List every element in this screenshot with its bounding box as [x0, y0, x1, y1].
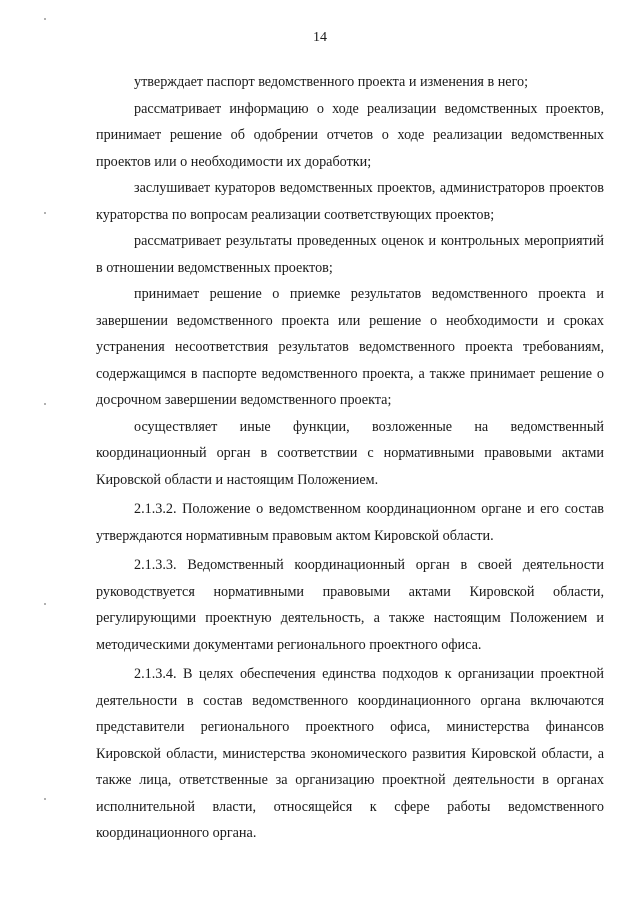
document-body — [96, 69, 604, 847]
scan-speck — [44, 603, 46, 605]
paragraph-approve-passport: утверждает паспорт ведомственного проекта и изменения в него; — [134, 74, 529, 90]
scan-speck — [44, 212, 46, 214]
paragraph-section-2-1-3-4: 2.1.3.4. В целях обеспечения единства подходов к организации проектной деятельности в состав ведомственного координационного органа включаются представители регионального проектного офиса, министерства финансов Кировской области, министерства экономического развития Кировской области, а также лица, ответственные за организацию проектной деятельности в органах исполнительной власти, относящейся к сфере работы ведомственного координационного органа. — [96, 666, 604, 841]
page-number: 14 — [313, 30, 327, 45]
paragraph-section-2-1-3-3: 2.1.3.3. Ведомственный координационный орган в своей деятельности руководствуется нормативными правовыми актами Кировской области, регулирующими проектную деятельность, а также настоящим Положением и методическими документами регионального проектного офиса. — [96, 557, 604, 653]
paragraph-other-functions: осуществляет иные функции, возложенные на ведомственный координационный орган в соответствии с нормативными правовыми актами Кировской области и настоящим Положением. — [96, 418, 604, 488]
paragraph-acceptance-decision: принимает решение о приемке результатов ведомственного проекта и завершении ведомственного проекта или решение о необходимости и сроках устранения несоответствия результатов ведомственного проекта требованиям, содержащимся в паспорте ведомственного проекта, а также принимает решение о досрочном завершении ведомственного проекта; — [96, 286, 604, 408]
scan-speck — [44, 798, 46, 800]
scan-speck — [44, 403, 46, 405]
paragraph-review-progress: рассматривает информацию о ходе реализации ведомственных проектов, принимает решение об одобрении отчетов о ходе реализации ведомственных проектов или о необходимости их доработки; — [96, 100, 604, 170]
scan-speck — [44, 18, 46, 20]
paragraph-hear-curators: заслушивает кураторов ведомственных проектов, администраторов проектов кураторства по вопросам реализации соответствующих проектов; — [96, 180, 604, 223]
paragraph-section-2-1-3-2: 2.1.3.2. Положение о ведомственном координационном органе и его состав утверждаются нормативным правовым актом Кировской области. — [96, 501, 604, 544]
paragraph-review-assessments: рассматривает результаты проведенных оценок и контрольных мероприятий в отношении ведомственных проектов; — [96, 233, 604, 276]
